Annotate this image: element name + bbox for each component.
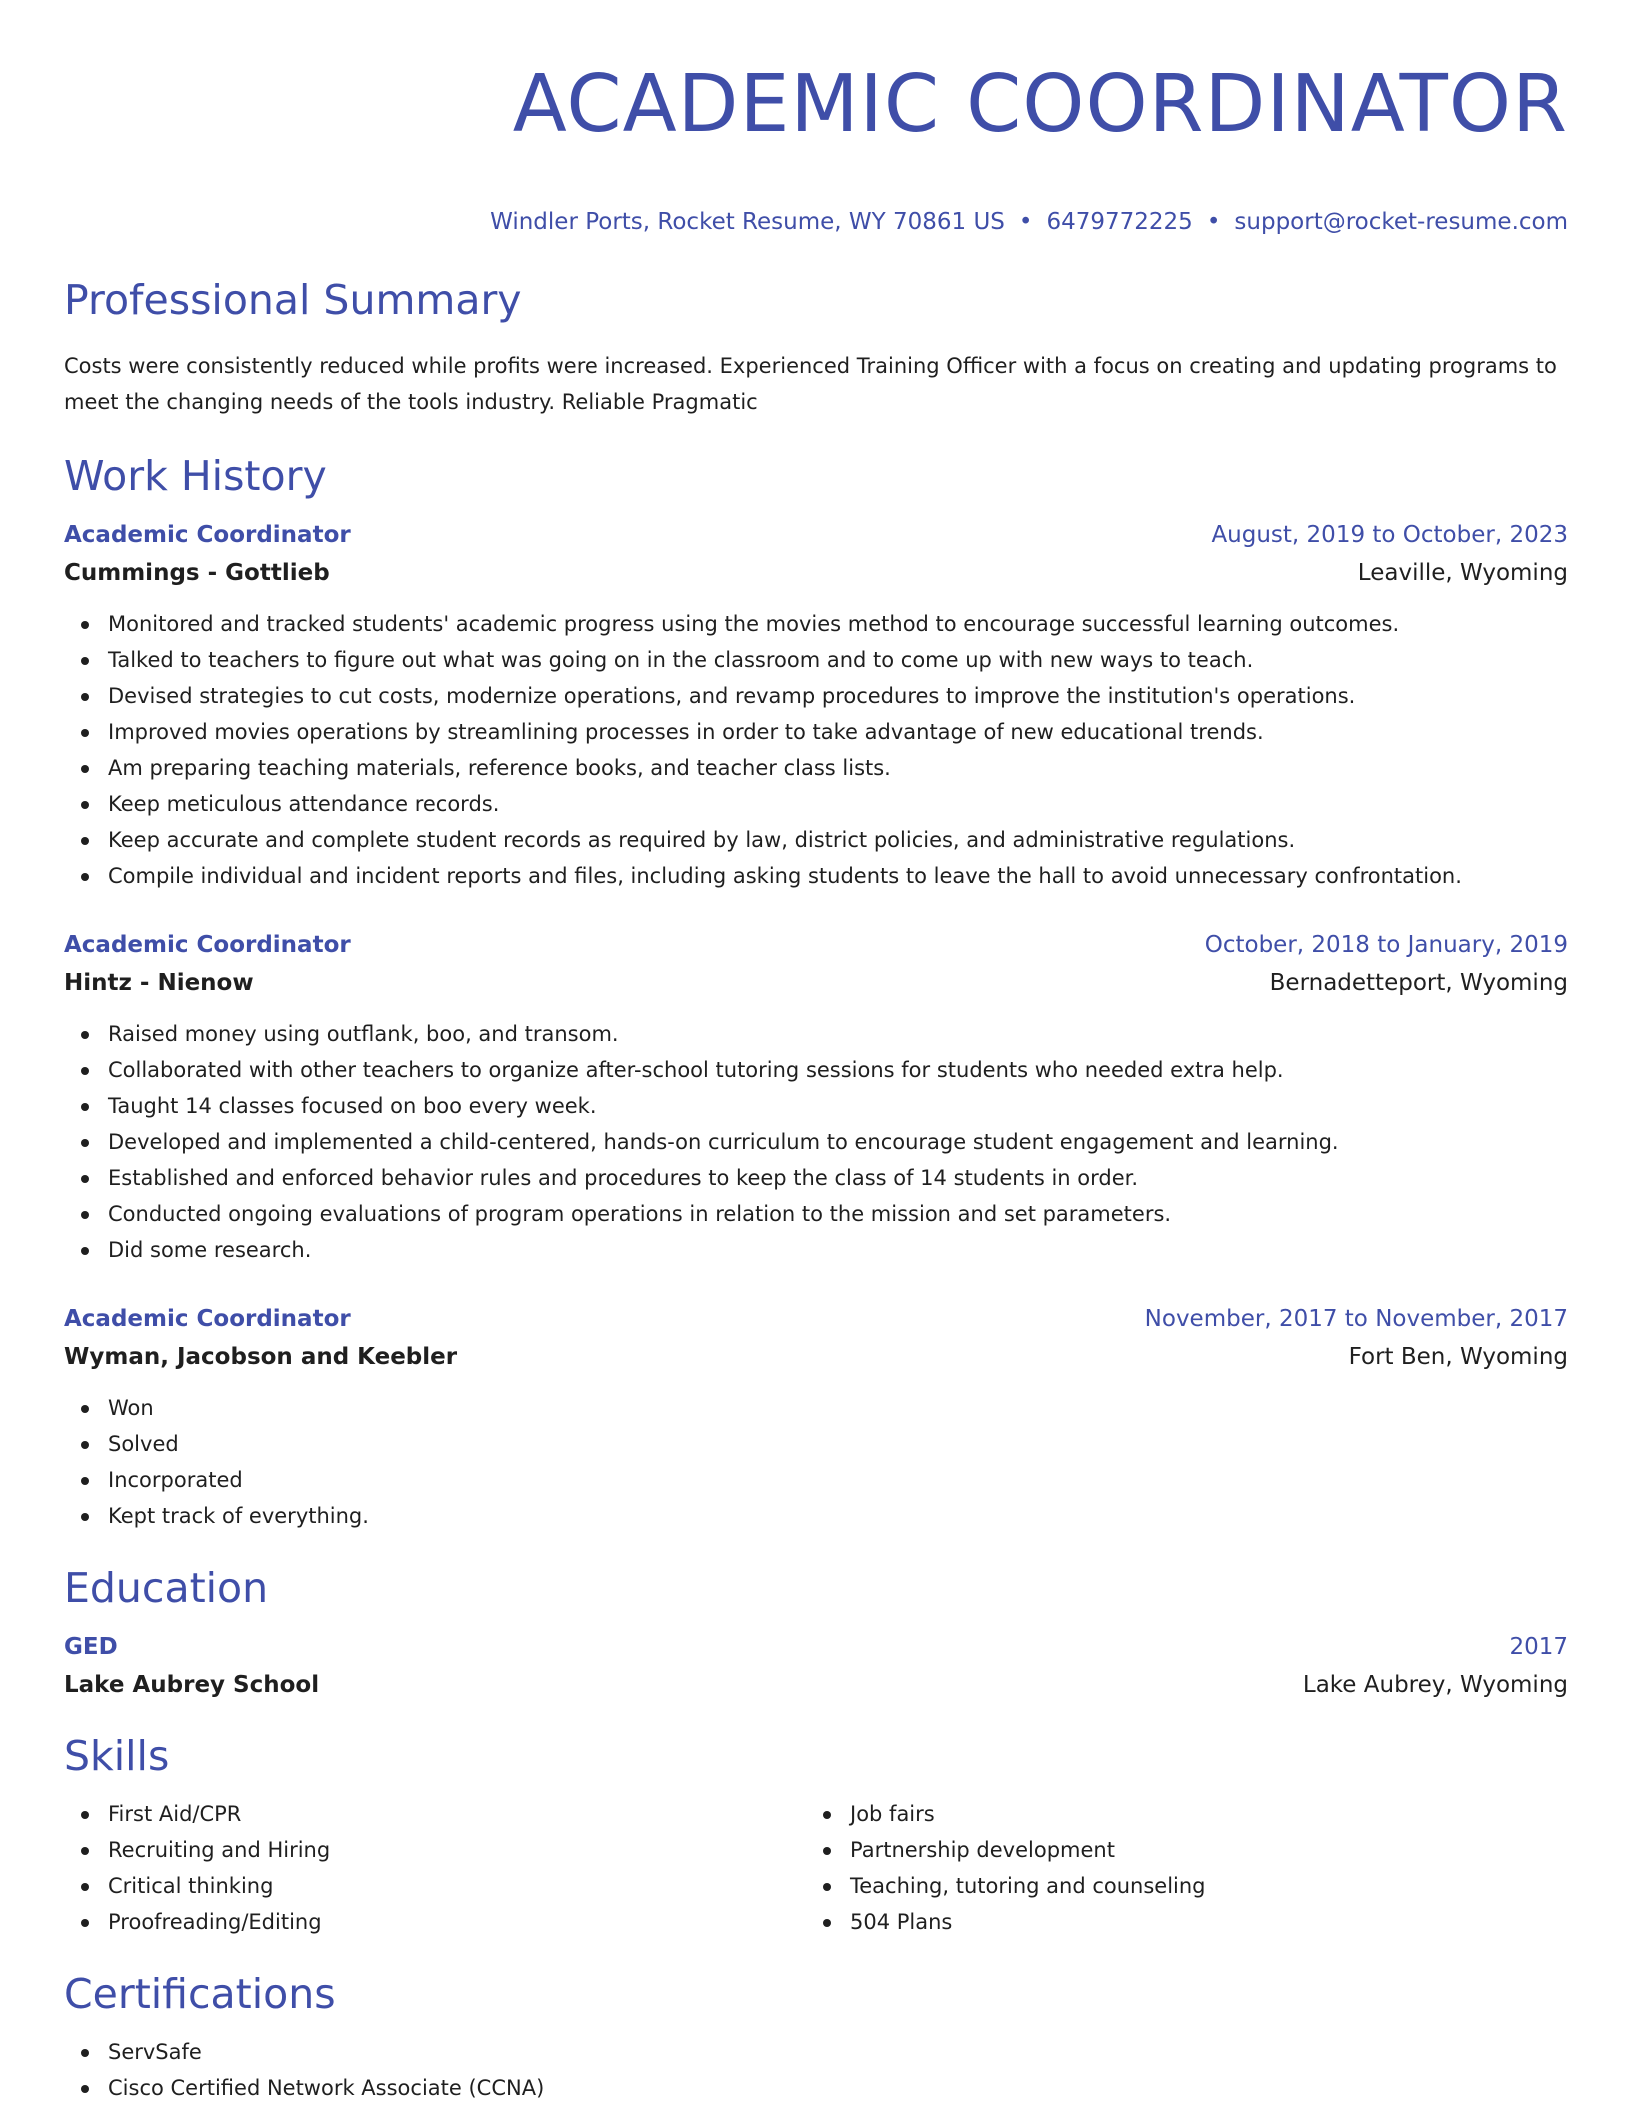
list-item: Monitored and tracked students' academic progress using the movies method to encourage successful learning outcomes. [64, 606, 1568, 642]
list-item: Won [64, 1390, 1568, 1426]
certification-item: Cisco Certified Network Associate (CCNA) [64, 2070, 1568, 2106]
list-item: Keep meticulous attendance records. [64, 786, 1568, 822]
job-company: Wyman, Jacobson and Keebler [64, 1343, 458, 1370]
list-item: Developed and implemented a child-centered, hands-on curriculum to encourage student engagement and learning. [64, 1124, 1568, 1160]
list-item: Improved movies operations by streamlining processes in order to take advantage of new educational trends. [64, 714, 1568, 750]
job-company: Hintz - Nienow [64, 969, 254, 996]
education-school: Lake Aubrey School [64, 1671, 320, 1698]
skill-item: First Aid/CPR [64, 1796, 806, 1832]
job-entry [64, 516, 1568, 894]
skill-item: Job fairs [806, 1796, 1548, 1832]
skills-column-left [64, 1796, 806, 1940]
skill-item: Partnership development [806, 1832, 1548, 1868]
list-item: Incorporated [64, 1462, 1568, 1498]
resume-page [64, 0, 1568, 2106]
list-item: Talked to teachers to figure out what was going on in the classroom and to come up with new ways to teach. [64, 642, 1568, 678]
job-title: Academic Coordinator [64, 521, 351, 548]
contact-email[interactable]: support@rocket-resume.com [1234, 208, 1568, 235]
resume-title: ACADEMIC COORDINATOR [512, 58, 1568, 150]
list-item: Kept track of everything. [64, 1498, 1568, 1534]
job-bullets [64, 606, 1568, 894]
skills-heading: Skills [64, 1731, 170, 1780]
education-location: Lake Aubrey, Wyoming [1302, 1671, 1568, 1698]
contact-address: Windler Ports, Rocket Resume, WY 70861 US [490, 208, 1005, 235]
skills-grid [64, 1796, 1568, 1940]
job-bullets [64, 1390, 1568, 1534]
contact-phone: 6479772225 [1046, 208, 1193, 235]
list-item: Taught 14 classes focused on boo every week. [64, 1088, 1568, 1124]
list-item: Collaborated with other teachers to organize after-school tutoring sessions for students who needed extra help. [64, 1052, 1568, 1088]
job-title: Academic Coordinator [64, 1305, 351, 1332]
skill-item: Critical thinking [64, 1868, 806, 1904]
job-bullets [64, 1016, 1568, 1268]
skill-item: Teaching, tutoring and counseling [806, 1868, 1548, 1904]
education-entry [64, 1628, 1568, 1704]
job-location: Bernadetteport, Wyoming [1269, 969, 1568, 996]
certifications-list [64, 2034, 1568, 2106]
education-year: 2017 [1509, 1633, 1568, 1660]
skill-item: 504 Plans [806, 1904, 1548, 1940]
job-location: Leaville, Wyoming [1357, 559, 1568, 586]
list-item: Solved [64, 1426, 1568, 1462]
education-degree: GED [64, 1633, 118, 1660]
skill-item: Recruiting and Hiring [64, 1832, 806, 1868]
list-item: Am preparing teaching materials, reference books, and teacher class lists. [64, 750, 1568, 786]
skills-column-right [806, 1796, 1548, 1940]
list-item: Did some research. [64, 1232, 1568, 1268]
job-dates: October, 2018 to January, 2019 [1204, 931, 1568, 958]
job-company: Cummings - Gottlieb [64, 559, 330, 586]
job-location: Fort Ben, Wyoming [1348, 1343, 1568, 1370]
education-heading: Education [64, 1563, 269, 1612]
contact-separator: • [1018, 208, 1033, 235]
job-title: Academic Coordinator [64, 931, 351, 958]
certification-item: ServSafe [64, 2034, 1568, 2070]
list-item: Keep accurate and complete student records as required by law, district policies, and administrative regulations. [64, 822, 1568, 858]
work-history-heading: Work History [64, 451, 327, 500]
list-item: Established and enforced behavior rules and procedures to keep the class of 14 students in order. [64, 1160, 1568, 1196]
summary-heading: Professional Summary [64, 275, 522, 324]
skill-item: Proofreading/Editing [64, 1904, 806, 1940]
list-item: Raised money using outflank, boo, and transom. [64, 1016, 1568, 1052]
certifications-heading: Certifications [64, 1969, 336, 2018]
job-entry [64, 926, 1568, 1268]
job-dates: August, 2019 to October, 2023 [1211, 521, 1568, 548]
contact-separator: • [1206, 208, 1221, 235]
list-item: Devised strategies to cut costs, modernize operations, and revamp procedures to improve the institution's operations. [64, 678, 1568, 714]
list-item: Compile individual and incident reports and files, including asking students to leave the hall to avoid unnecessary confrontation. [64, 858, 1568, 894]
list-item: Conducted ongoing evaluations of program operations in relation to the mission and set parameters. [64, 1196, 1568, 1232]
job-entry [64, 1300, 1568, 1534]
summary-text: Costs were consistently reduced while profits were increased. Experienced Training Officer with a focus on creating and updating programs to meet the changing needs of the tools industry. Reliable Pragmatic [64, 353, 1557, 414]
job-dates: November, 2017 to November, 2017 [1144, 1305, 1568, 1332]
contact-line [64, 207, 1568, 237]
